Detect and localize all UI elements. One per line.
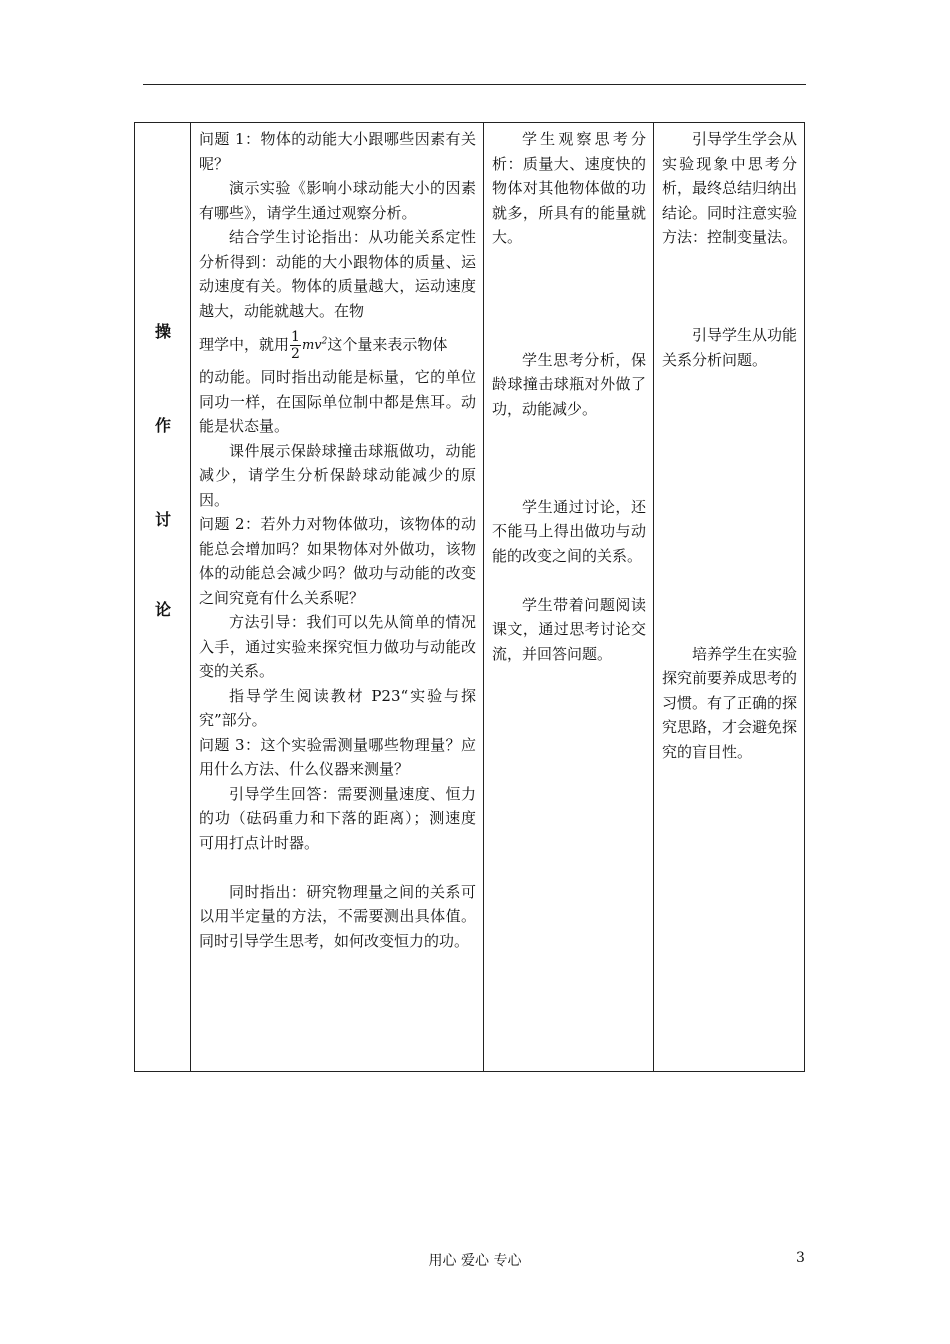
- guide-reading: 指导学生阅读教材 P23“实验与探究”部分。: [199, 686, 476, 730]
- section-label-char: 论: [154, 600, 171, 619]
- kinetic-energy-formula: [302, 338, 327, 353]
- fraction-denominator: 2: [291, 345, 300, 362]
- question-1: 问题 1：物体的动能大小跟哪些因素有关呢？: [199, 130, 476, 173]
- point-out-text: 同时指出：研究物理量之间的关系可以用半定量的方法，不需要测出具体值。同时引导学生思考，如何改变恒力的功。: [199, 882, 476, 950]
- design-intent-cell: [654, 123, 805, 1072]
- formula-line: [199, 323, 476, 365]
- section-label-char: 操: [154, 322, 171, 341]
- question-3: 问题 3：这个实验需测量哪些物理量？应用什么方法、什么仪器来测量？: [199, 735, 476, 779]
- teacher-activity-cell: [191, 123, 484, 1072]
- bowling-text: 课件展示保龄球撞击球瓶做功，动能减少，请学生分析保龄球动能减少的原因。: [199, 441, 476, 509]
- fraction: [290, 329, 301, 362]
- method-guide: 方法引导：我们可以先从简单的情况入手，通过实验来探究恒力做功与动能改变的关系。: [199, 613, 476, 681]
- header-rule: [143, 84, 806, 85]
- design-note-2: 引导学生从功能关系分析问题。: [662, 326, 798, 369]
- footer-motto: 用心 爱心 专心: [428, 1253, 522, 1269]
- formula-mv: mv: [301, 338, 322, 354]
- question-2: 问题 2：若外力对物体做功，该物体的动能总会增加吗？如果物体对外做功，该物体的动能总会减少吗？做功与动能的改变之间究竟有什么关系呢？: [199, 515, 476, 607]
- page-number: 3: [796, 1250, 805, 1266]
- formula-exponent: 2: [321, 337, 328, 347]
- design-note-1: 引导学生学会从实验现象中思考分析，最终总结归纳出结论。同时注意实验方法：控制变量法。: [662, 130, 798, 246]
- design-note-3: 培养学生在实验探究前要养成思考的习惯。有了正确的探究思路，才会避免探究的盲目性。: [662, 644, 798, 761]
- student-activity-2: 学生思考分析，保龄球撞击球瓶对外做了功，动能减少。: [492, 350, 646, 418]
- section-label-char: 作: [154, 416, 171, 435]
- discussion-text: 结合学生讨论指出：从功能关系定性分析得到：动能的大小跟物体的质量、运动速度有关。物体的质量越大，运动速度越大，动能就越大。在物: [199, 228, 476, 320]
- student-activity-3: 学生通过讨论，还不能马上得出做功与动能的改变之间的关系。: [492, 497, 646, 565]
- student-activity-4: 学生带着问题阅读课文，通过思考讨论交流，并回答问题。: [492, 595, 646, 663]
- lesson-plan-table: [134, 122, 805, 1072]
- after-formula-text: 的动能。同时指出动能是标量，它的单位同功一样，在国际单位制中都是焦耳。动能是状态量。: [199, 368, 476, 436]
- table-row: [135, 123, 805, 1072]
- fraction-numerator: 1: [291, 328, 300, 345]
- student-activity-cell: [484, 123, 654, 1072]
- formula-after: 这个量来表示物体: [327, 335, 448, 354]
- student-answer-guide: 引导学生回答：需要测量速度、恒力的功（砝码重力和下落的距离）；测速度可用打点计时器。: [199, 784, 476, 852]
- section-label-cell: [135, 123, 191, 1072]
- student-activity-1: 学生观察思考分析：质量大、速度快的物体对其他物体做的功就多，所具有的能量就大。: [492, 130, 646, 246]
- formula-before: 理学中，就用: [199, 335, 290, 354]
- demo-experiment: 演示实验《影响小球动能大小的因素有哪些》，请学生通过观察分析。: [199, 179, 476, 222]
- section-label-char: 讨: [154, 510, 171, 529]
